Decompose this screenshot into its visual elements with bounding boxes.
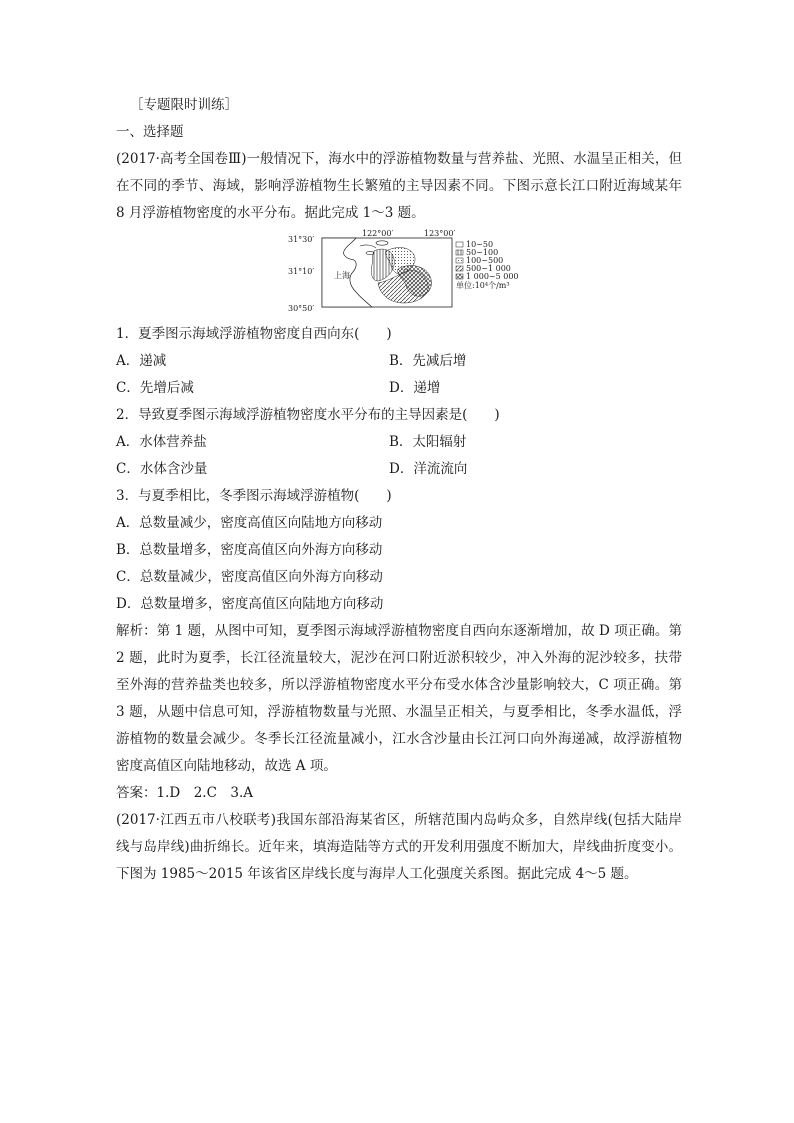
document-content xyxy=(116,92,682,888)
legend-swatch-4 xyxy=(456,266,463,271)
q2-option-c: C．水体含沙量 xyxy=(116,461,208,477)
legend-label-3: 100~500 xyxy=(466,256,504,265)
part-heading: 一、选择题 xyxy=(116,124,184,140)
q1-option-b: B．先减后增 xyxy=(389,353,467,369)
legend-swatch-2 xyxy=(456,250,463,255)
map-svg xyxy=(286,229,521,315)
q3-option-b: B．总数量增多，密度高值区向外海方向移动 xyxy=(116,542,383,558)
question-1-options-row-2 xyxy=(116,375,682,402)
lat-label-bottom: 30°50′ xyxy=(288,304,315,313)
q3-option-c: C．总数量减少，密度高值区向外海方向移动 xyxy=(116,569,383,585)
question-1-stem: 1．夏季图示海域浮游植物密度自西向东( ) xyxy=(116,326,392,342)
legend-label-5: 1 000~5 000 xyxy=(466,272,519,281)
lon-label-right: 123°00′ xyxy=(424,229,456,238)
q3-option-d: D．总数量增多，密度高值区向陆地方向移动 xyxy=(116,596,384,612)
question-1-options-row-1 xyxy=(116,348,682,375)
city-label: 上海 xyxy=(334,271,350,280)
intro-paragraph-1: (2017·高考全国卷Ⅲ)一般情况下，海水中的浮游植物数量与营养盐、光照、水温呈正相关，但在不同的季节、海域，影响浮游植物生长繁殖的主导因素不同。下图示意长江口附近海域某年 8 月浮游植物密度的水平分布。据此完成 1～3 题。 xyxy=(116,151,682,221)
map-legend xyxy=(456,240,519,290)
answer-line: 答案：1.D 2.C 3.A xyxy=(116,785,254,801)
q1-option-d: D．递增 xyxy=(389,380,441,396)
question-2-options-row-1 xyxy=(116,429,682,456)
q1-option-a: A．递减 xyxy=(116,353,167,369)
q2-option-b: B．太阳辐射 xyxy=(389,434,467,450)
q1-option-c: C．先增后减 xyxy=(116,380,194,396)
lon-label-left: 122°00′ xyxy=(362,229,394,238)
question-2-stem: 2．导致夏季图示海域浮游植物密度水平分布的主导因素是( ) xyxy=(116,407,500,423)
legend-label-4: 500~1 000 xyxy=(466,264,511,273)
lat-label-top: 31°30′ xyxy=(288,235,315,244)
q3-option-a: A．总数量减少，密度高值区向陆地方向移动 xyxy=(116,515,383,531)
legend-label-2: 50~100 xyxy=(466,248,499,257)
legend-unit: 单位:10⁴个/m³ xyxy=(456,281,510,290)
q2-option-a: A．水体营养盐 xyxy=(116,434,207,450)
plankton-density-map xyxy=(116,229,682,317)
question-2-options-row-2 xyxy=(116,456,682,483)
legend-label-1: 10~50 xyxy=(466,240,494,249)
legend-swatch-5 xyxy=(456,274,463,279)
question-3-stem: 3．与夏季相比，冬季图示海域浮游植物( ) xyxy=(116,488,392,504)
legend-swatch-3 xyxy=(456,258,463,263)
q2-option-d: D．洋流流向 xyxy=(389,461,468,477)
legend-swatch-1 xyxy=(456,242,463,247)
lat-label-mid: 31°10′ xyxy=(288,267,315,276)
intro-paragraph-2: (2017·江西五市八校联考)我国东部沿海某省区，所辖范围内岛屿众多，自然岸线(包括大陆岸线与岛岸线)曲折绵长。近年来，填海造陆等方式的开发利用强度不断加大，岸线曲折度变小。下图为 1985～2015 年该省区岸线长度与海岸人工化强度关系图。据此完成 4～5 题。 xyxy=(116,812,682,882)
analysis-paragraph: 解析：第 1 题，从图中可知，夏季图示海域浮游植物密度自西向东逐渐增加，故 D 项正确。第 2 题，此时为夏季，长江径流量较大，泥沙在河口附近淤积较少，冲入外海的泥沙较多，扶带至外海的营养盐类也较多，所以浮游植物密度水平分布受水体含沙量影响较大，C 项正确。第 3 题，从题中信息可知，浮游植物数量与光照、水温呈正相关，与夏季相比，冬季水温低，浮游植物的数量会减少。冬季长江径流量减小，江水含沙量由长江河口向外海递减，故浮游植物密度高值区向陆地移动，故选 A 项。 xyxy=(116,623,682,774)
section-title: ［专题限时训练］ xyxy=(130,97,238,113)
